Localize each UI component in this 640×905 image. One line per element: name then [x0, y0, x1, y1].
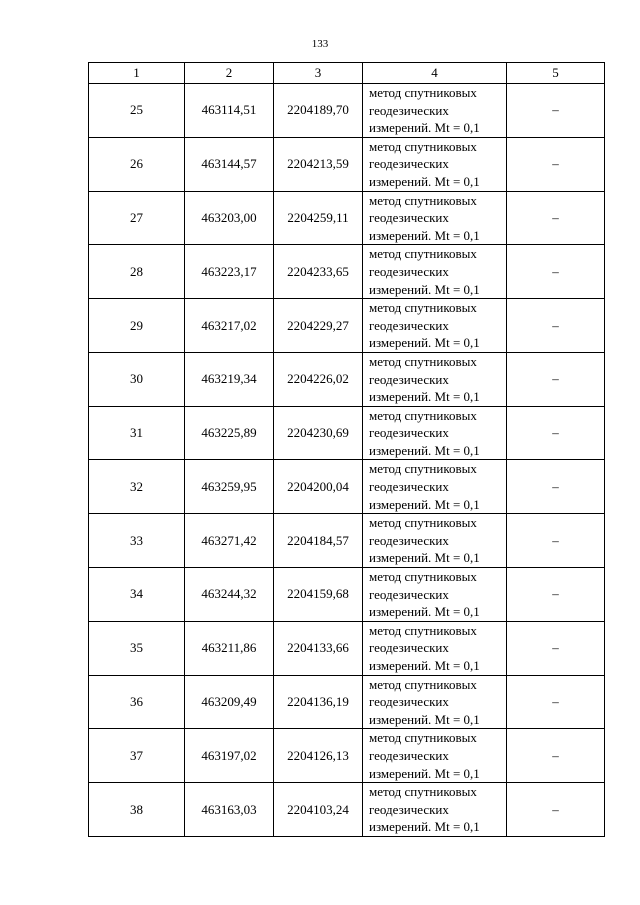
point-number-cell: 33: [89, 514, 185, 568]
y-coordinate-cell: 2204230,69: [274, 406, 363, 460]
method-cell: [363, 137, 507, 191]
table-row: [89, 245, 605, 299]
y-coordinate-cell: 2204126,13: [274, 729, 363, 783]
method-cell: [363, 84, 507, 138]
header-row: [89, 63, 605, 84]
y-coordinate-cell: 2204136,19: [274, 675, 363, 729]
method-text-line: метод спутниковых: [369, 353, 477, 369]
column-header-1: 1: [89, 63, 185, 84]
x-coordinate-cell: 463217,02: [185, 299, 274, 353]
method-text-line: измерений. Mt = 0,1: [369, 120, 480, 136]
method-text-line: измерений. Mt = 0,1: [369, 442, 480, 458]
method-text-line: метод спутниковых: [369, 569, 477, 585]
column-header-5: 5: [507, 63, 605, 84]
table-row: [89, 84, 605, 138]
x-coordinate-cell: 463271,42: [185, 514, 274, 568]
method-text-line: геодезических: [369, 102, 449, 118]
y-coordinate-cell: 2204229,27: [274, 299, 363, 353]
method-text-line: геодезических: [369, 263, 449, 279]
point-number-cell: 29: [89, 299, 185, 353]
method-text-line: метод спутниковых: [369, 622, 477, 638]
note-cell: –: [507, 675, 605, 729]
x-coordinate-cell: 463114,51: [185, 84, 274, 138]
method-text-line: измерений. Mt = 0,1: [369, 496, 480, 512]
method-cell: [363, 568, 507, 622]
y-coordinate-cell: 2204200,04: [274, 460, 363, 514]
column-header-3: 3: [274, 63, 363, 84]
note-cell: –: [507, 137, 605, 191]
method-text-line: геодезических: [369, 210, 449, 226]
table-row: [89, 729, 605, 783]
method-text-line: геодезических: [369, 694, 449, 710]
point-number-cell: 31: [89, 406, 185, 460]
point-number-cell: 25: [89, 84, 185, 138]
method-text-line: геодезических: [369, 586, 449, 602]
x-coordinate-cell: 463219,34: [185, 352, 274, 406]
method-text-line: метод спутниковых: [369, 138, 477, 154]
method-text-line: измерений. Mt = 0,1: [369, 819, 480, 835]
table-row: [89, 352, 605, 406]
method-text-line: геодезических: [369, 801, 449, 817]
x-coordinate-cell: 463203,00: [185, 191, 274, 245]
method-text-line: метод спутниковых: [369, 407, 477, 423]
table-row: [89, 568, 605, 622]
y-coordinate-cell: 2204226,02: [274, 352, 363, 406]
method-cell: [363, 729, 507, 783]
method-text-line: геодезических: [369, 532, 449, 548]
x-coordinate-cell: 463244,32: [185, 568, 274, 622]
point-number-cell: 32: [89, 460, 185, 514]
point-number-cell: 37: [89, 729, 185, 783]
method-cell: [363, 245, 507, 299]
table-row: [89, 191, 605, 245]
method-cell: [363, 675, 507, 729]
coordinates-table: [88, 62, 605, 837]
point-number-cell: 28: [89, 245, 185, 299]
x-coordinate-cell: 463211,86: [185, 621, 274, 675]
note-cell: –: [507, 191, 605, 245]
note-cell: –: [507, 568, 605, 622]
method-text-line: геодезических: [369, 640, 449, 656]
method-text-line: геодезических: [369, 425, 449, 441]
table-row: [89, 675, 605, 729]
y-coordinate-cell: 2204213,59: [274, 137, 363, 191]
method-text-line: измерений. Mt = 0,1: [369, 550, 480, 566]
method-text-line: измерений. Mt = 0,1: [369, 389, 480, 405]
method-cell: [363, 783, 507, 837]
table-row: [89, 621, 605, 675]
x-coordinate-cell: 463259,95: [185, 460, 274, 514]
method-cell: [363, 514, 507, 568]
note-cell: –: [507, 460, 605, 514]
y-coordinate-cell: 2204189,70: [274, 84, 363, 138]
x-coordinate-cell: 463163,03: [185, 783, 274, 837]
method-text-line: геодезических: [369, 371, 449, 387]
method-text-line: измерений. Mt = 0,1: [369, 173, 480, 189]
y-coordinate-cell: 2204233,65: [274, 245, 363, 299]
point-number-cell: 27: [89, 191, 185, 245]
note-cell: –: [507, 299, 605, 353]
method-text-line: измерений. Mt = 0,1: [369, 765, 480, 781]
point-number-cell: 38: [89, 783, 185, 837]
table-row: [89, 783, 605, 837]
method-text-line: метод спутниковых: [369, 730, 477, 746]
method-text-line: метод спутниковых: [369, 784, 477, 800]
x-coordinate-cell: 463144,57: [185, 137, 274, 191]
table-body: [89, 63, 605, 837]
page-number: 133: [311, 38, 329, 50]
x-coordinate-cell: 463209,49: [185, 675, 274, 729]
y-coordinate-cell: 2204159,68: [274, 568, 363, 622]
note-cell: –: [507, 783, 605, 837]
method-text-line: геодезических: [369, 747, 449, 763]
note-cell: –: [507, 84, 605, 138]
note-cell: –: [507, 621, 605, 675]
x-coordinate-cell: 463225,89: [185, 406, 274, 460]
method-text-line: метод спутниковых: [369, 515, 477, 531]
method-text-line: метод спутниковых: [369, 461, 477, 477]
note-cell: –: [507, 514, 605, 568]
point-number-cell: 35: [89, 621, 185, 675]
y-coordinate-cell: 2204133,66: [274, 621, 363, 675]
method-text-line: геодезических: [369, 317, 449, 333]
point-number-cell: 30: [89, 352, 185, 406]
method-cell: [363, 406, 507, 460]
x-coordinate-cell: 463197,02: [185, 729, 274, 783]
method-text-line: геодезических: [369, 156, 449, 172]
table-row: [89, 137, 605, 191]
point-number-cell: 36: [89, 675, 185, 729]
table-row: [89, 460, 605, 514]
method-text-line: метод спутниковых: [369, 300, 477, 316]
method-cell: [363, 352, 507, 406]
note-cell: –: [507, 406, 605, 460]
method-cell: [363, 621, 507, 675]
point-number-cell: 26: [89, 137, 185, 191]
y-coordinate-cell: 2204259,11: [274, 191, 363, 245]
method-text-line: метод спутниковых: [369, 85, 477, 100]
method-text-line: измерений. Mt = 0,1: [369, 281, 480, 297]
table-row: [89, 514, 605, 568]
method-text-line: измерений. Mt = 0,1: [369, 658, 480, 673]
method-text-line: метод спутниковых: [369, 246, 477, 262]
note-cell: –: [507, 245, 605, 299]
note-cell: –: [507, 352, 605, 406]
method-cell: [363, 191, 507, 245]
method-text-line: измерений. Mt = 0,1: [369, 604, 480, 620]
note-cell: –: [507, 729, 605, 783]
method-text-line: измерений. Mt = 0,1: [369, 335, 480, 351]
method-text-line: измерений. Mt = 0,1: [369, 227, 480, 243]
column-header-4: 4: [363, 63, 507, 84]
method-cell: [363, 460, 507, 514]
method-text-line: метод спутниковых: [369, 192, 477, 208]
table-row: [89, 299, 605, 353]
method-text-line: геодезических: [369, 479, 449, 495]
table-row: [89, 406, 605, 460]
method-text-line: метод спутниковых: [369, 676, 477, 692]
y-coordinate-cell: 2204103,24: [274, 783, 363, 837]
x-coordinate-cell: 463223,17: [185, 245, 274, 299]
method-text-line: измерений. Mt = 0,1: [369, 711, 480, 727]
column-header-2: 2: [185, 63, 274, 84]
method-cell: [363, 299, 507, 353]
y-coordinate-cell: 2204184,57: [274, 514, 363, 568]
point-number-cell: 34: [89, 568, 185, 622]
